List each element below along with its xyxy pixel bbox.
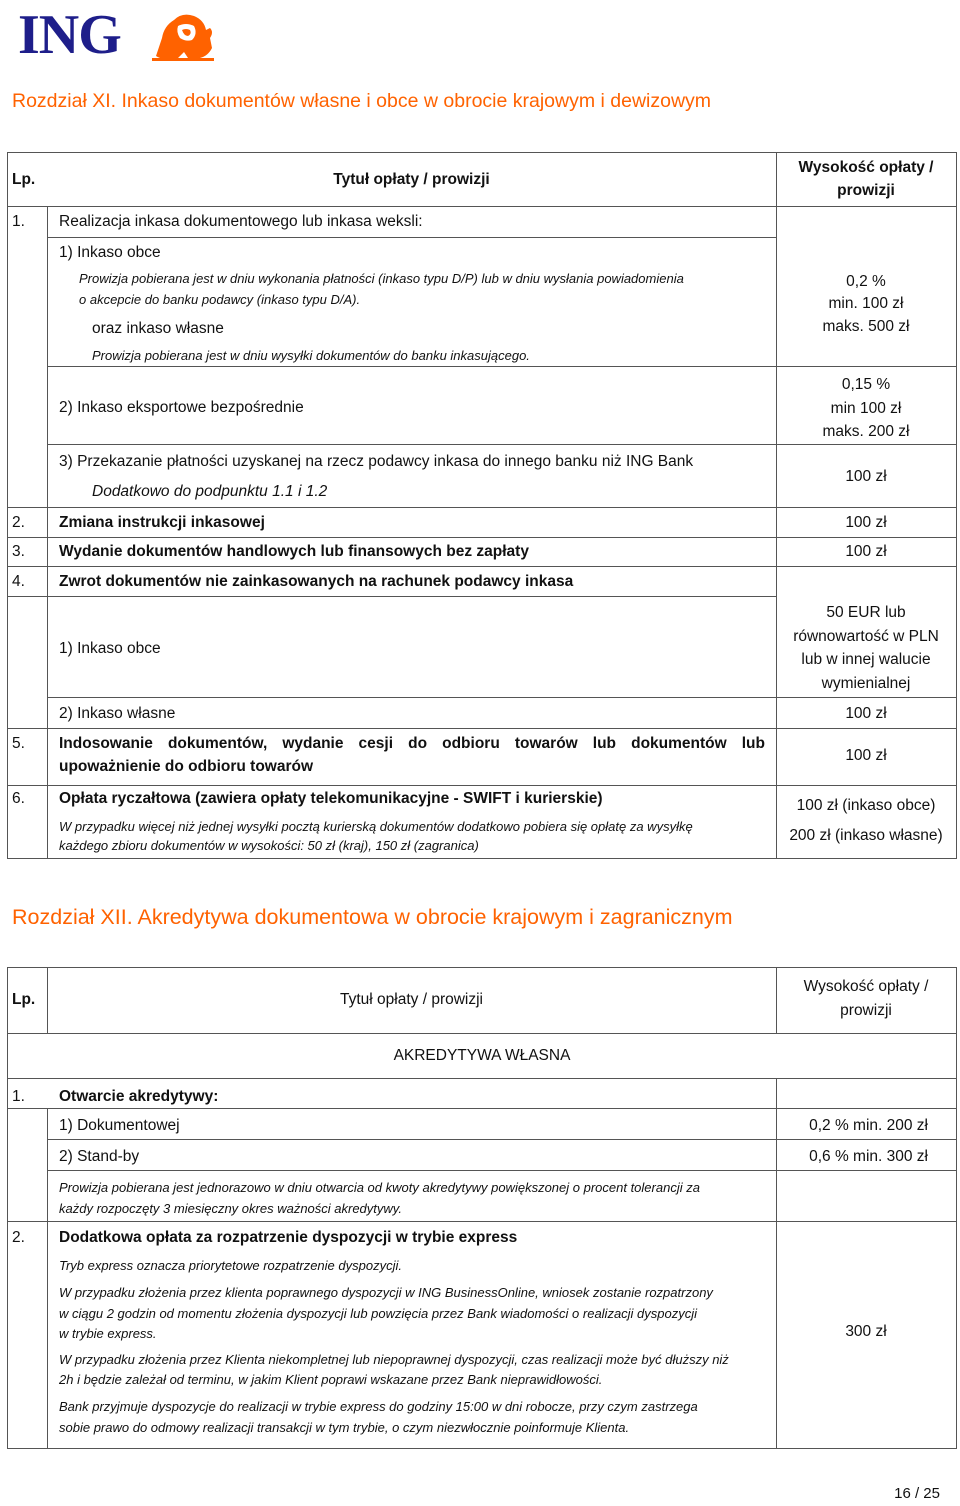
ch12-row-2-note-3a: W przypadku złożenia przez Klienta niekompletnej lub niepoprawnej dyspozycji, czas realizacji może być dłuższy niż xyxy=(59,1352,729,1367)
row-4-sub1-fee-1: 50 EUR lub xyxy=(826,604,906,621)
header2-lp: Lp. xyxy=(12,991,36,1008)
row-4-sub1-fee-4: wymienialnej xyxy=(821,675,911,692)
row-1-sub2-fee-3: maks. 200 zł xyxy=(822,423,910,440)
row-4-sub1-label: 1) Inkaso obce xyxy=(59,640,161,657)
row-1-sub1-fee-2: min. 100 zł xyxy=(828,295,904,312)
row-5-title-2: upoważnienie do odbioru towarów xyxy=(59,758,314,775)
row-6-note-1: W przypadku więcej niż jednej wysyłki pocztą kurierską dokumentów dodatkowo pobiera się opłatę za wysyłkę xyxy=(59,819,693,834)
ch12-row-1-sub1-label: 1) Dokumentowej xyxy=(59,1117,180,1134)
row-5-title-1: Indosowanie dokumentów, wydanie cesji do odbioru towarów lub dokumentów lub xyxy=(59,735,765,752)
row-1-sub1-fee-1: 0,2 % xyxy=(846,273,886,290)
ch12-row-2-note-3b: 2h i będzie zależał od terminu, w jakim Klient poprawi wskazane przez Bank nieprawidłowości. xyxy=(59,1372,603,1387)
row-1-sub3-note: Dodatkowo do podpunktu 1.1 i 1.2 xyxy=(92,483,328,500)
header2-title: Tytuł opłaty / prowizji xyxy=(340,991,483,1008)
ch12-row-2-note-4a: Bank przyjmuje dyspozycje do realizacji w trybie express do godziny 15:00 w dni robocze, przy czym zastrzega xyxy=(59,1399,698,1414)
ch12-row-1-lp: 1. xyxy=(12,1088,25,1105)
row-1-lp: 1. xyxy=(12,213,25,230)
row-4-title: Zwrot dokumentów nie zainkasowanych na rachunek podawcy inkasa xyxy=(59,573,574,590)
row-1-title: Realizacja inkasa dokumentowego lub inkasa weksli: xyxy=(59,213,423,230)
ch12-row-2-fee: 300 zł xyxy=(845,1323,887,1340)
row-3-fee: 100 zł xyxy=(845,543,887,560)
row-1-sub1-label: 1) Inkaso obce xyxy=(59,244,161,261)
row-6-lp: 6. xyxy=(12,790,25,807)
ch12-row-2-note-1: Tryb express oznacza priorytetowe rozpatrzenie dyspozycji. xyxy=(59,1258,402,1273)
lion-icon xyxy=(148,8,218,62)
ch12-row-1-title: Otwarcie akredytywy: xyxy=(59,1088,219,1105)
ch12-row-1-sub1-fee: 0,2 % min. 200 zł xyxy=(809,1117,928,1134)
row-1-sub1-fee-3: maks. 500 zł xyxy=(822,318,910,335)
row-4-sub1-fee-2: równowartość w PLN xyxy=(793,628,939,645)
row-1-sub2-fee-1: 0,15 % xyxy=(841,376,891,393)
header-amount-1: Wysokość opłaty / xyxy=(798,159,934,176)
row-1-sub1-note-2: o akcepcie do banku podawcy (inkaso typu D/A). xyxy=(79,292,361,307)
ch12-row-2-title: Dodatkowa opłata za rozpatrzenie dyspozycji w trybie express xyxy=(59,1229,518,1246)
row-1-sub3-label: 3) Przekazanie płatności uzyskanej na rzecz podawcy inkasa do innego banku niż ING Bank xyxy=(59,453,694,470)
row-2-title: Zmiana instrukcji inkasowej xyxy=(59,514,265,531)
row-3-lp: 3. xyxy=(12,543,25,560)
row-5-fee: 100 zł xyxy=(845,747,887,764)
ch12-row-2-note-2b: w ciągu 2 godzin od momentu złożenia dyspozycji lub powzięcia przez Bank wiadomości o realizacji dyspozycji xyxy=(59,1306,698,1321)
row-1-sub1b-label: oraz inkaso własne xyxy=(92,320,224,337)
ch12-row-2-lp: 2. xyxy=(12,1229,25,1246)
section-title: AKREDYTYWA WŁASNA xyxy=(393,1047,571,1064)
row-4-sub1-fee-3: lub w innej walucie xyxy=(801,651,931,668)
header2-amount-1: Wysokość opłaty / xyxy=(803,978,929,995)
row-1-sub1-note-1: Prowizja pobierana jest w dniu wykonania płatności (inkaso typu D/P) lub w dniu wysłania powiadomienia xyxy=(79,271,684,286)
ch12-row-1-sub2-label: 2) Stand-by xyxy=(59,1148,140,1165)
header-amount-2: prowizji xyxy=(837,182,895,199)
header2-amount-2: prowizji xyxy=(840,1002,892,1019)
page-number: 16 / 25 xyxy=(894,1485,940,1502)
ch12-row-2-note-2a: W przypadku złożenia przez klienta poprawnego dyspozycji w ING BusinessOnline, wniosek zostanie rozpatrzony xyxy=(59,1285,713,1300)
row-4-lp: 4. xyxy=(12,573,25,590)
ch12-row-1-note-1: Prowizja pobierana jest jednorazowo w dniu otwarcia od kwoty akredytywy powiększonej o procent tolerancji za xyxy=(59,1180,700,1195)
row-3-title: Wydanie dokumentów handlowych lub finansowych bez zapłaty xyxy=(59,543,529,560)
logo-text: ING xyxy=(18,4,121,66)
row-1-sub2-fee-2: min 100 zł xyxy=(830,400,902,417)
row-6-fee-1: 100 zł (inkaso obce) xyxy=(796,797,936,814)
ch12-row-1-note-2: każdy rozpoczęty 3 miesięczny okres ważności akredytywy. xyxy=(59,1201,402,1216)
row-1-sub3-fee: 100 zł xyxy=(845,468,887,485)
row-1-sub1b-note: Prowizja pobierana jest w dniu wysyłki dokumentów do banku inkasującego. xyxy=(92,348,530,363)
row-2-lp: 2. xyxy=(12,514,25,531)
chapter-11-title: Rozdział XI. Inkaso dokumentów własne i obce w obrocie krajowym i dewizowym xyxy=(12,90,712,112)
row-6-title: Opłata ryczałtowa (zawiera opłaty telekomunikacyjne - SWIFT i kurierskie) xyxy=(59,790,603,807)
header-title: Tytuł opłaty / prowizji xyxy=(333,171,490,188)
row-2-fee: 100 zł xyxy=(845,514,887,531)
row-6-fee-2: 200 zł (inkaso własne) xyxy=(789,827,943,844)
row-5-lp: 5. xyxy=(12,735,25,752)
chapter-12-title: Rozdział XII. Akredytywa dokumentowa w obrocie krajowym i zagranicznym xyxy=(12,905,733,929)
ch12-row-2-note-2c: w trybie express. xyxy=(59,1326,157,1341)
row-4-sub2-label: 2) Inkaso własne xyxy=(59,705,176,722)
header-lp: Lp. xyxy=(12,171,36,188)
row-4-sub2-fee: 100 zł xyxy=(845,705,887,722)
row-1-sub2-label: 2) Inkaso eksportowe bezpośrednie xyxy=(59,399,304,416)
ch12-row-1-sub2-fee: 0,6 % min. 300 zł xyxy=(809,1148,928,1165)
ch12-row-2-note-4b: sobie prawo do odmowy realizacji transakcji w tym trybie, o czym niezwłocznie poinformuje Klienta. xyxy=(59,1420,630,1435)
row-6-note-2: każdego zbioru dokumentów w wysokości: 50 zł (kraj), 150 zł (zagranica) xyxy=(59,838,479,853)
